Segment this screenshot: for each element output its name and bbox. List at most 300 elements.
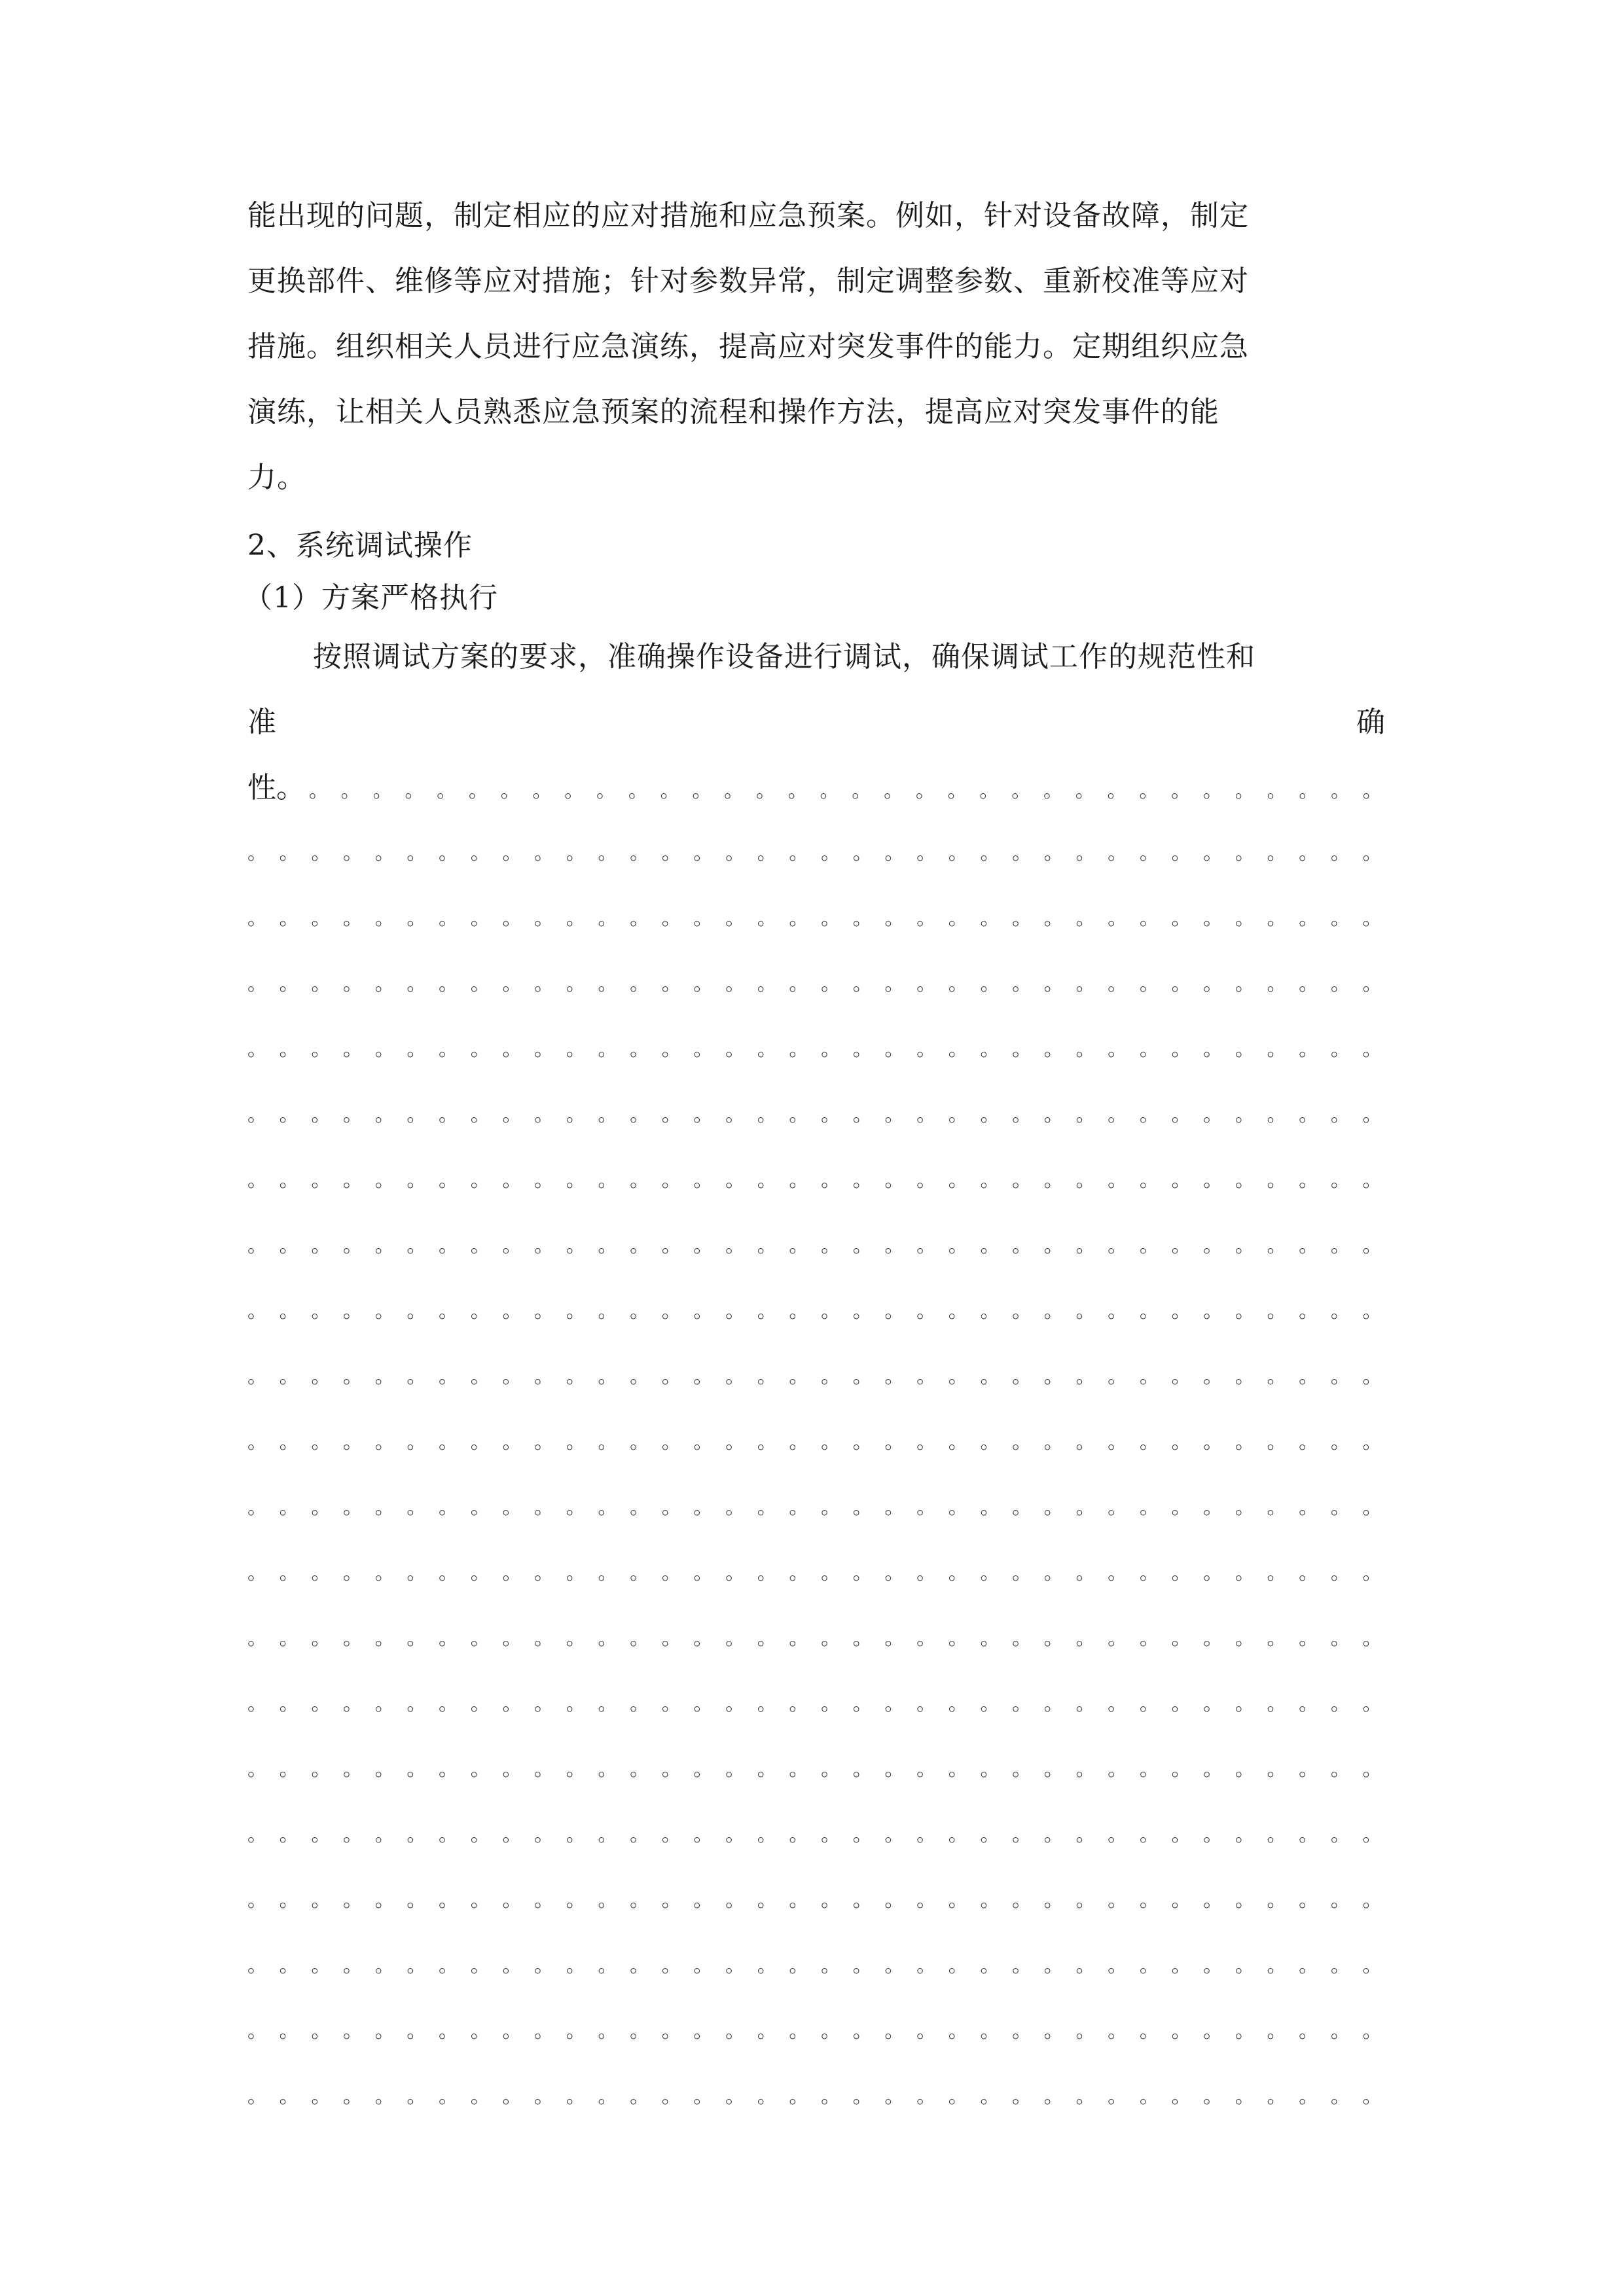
dot-mark: 。 <box>1108 2020 1128 2043</box>
dot-mark: 。 <box>374 1627 395 1650</box>
dot-mark: 。 <box>1075 907 1096 930</box>
dot-mark: 。 <box>1362 1103 1382 1126</box>
dot-mark: 。 <box>725 1954 746 1977</box>
dot-mark: 。 <box>725 973 746 996</box>
dot-mark: 。 <box>693 907 713 930</box>
dot-mark: 。 <box>980 2085 1000 2108</box>
dot-mark: 。 <box>247 973 267 996</box>
dot-mark: 。 <box>279 1431 299 1454</box>
dot-mark: 。 <box>725 1365 746 1388</box>
dot-mark: 。 <box>374 1693 395 1715</box>
dot-mark: 。 <box>279 1038 299 1061</box>
dot-mark: 。 <box>1235 973 1255 996</box>
dot-mark: 。 <box>916 1823 937 1846</box>
dot-mark: 。 <box>1075 1496 1096 1519</box>
dot-mark: 。 <box>406 1758 427 1781</box>
dot-mark: 。 <box>343 1496 363 1519</box>
dot-mark: 。 <box>1330 1562 1350 1585</box>
dot-mark: 。 <box>1108 1693 1128 1715</box>
dot-mark: 。 <box>693 1038 713 1061</box>
dot-line-lead <box>247 755 1388 821</box>
dot-mark: 。 <box>502 1103 522 1126</box>
dot-mark: 。 <box>1075 1954 1096 1977</box>
dot-mark: 。 <box>534 2085 554 2108</box>
dot-mark: 。 <box>1299 1823 1319 1846</box>
dot-mark: 。 <box>1171 1758 1191 1781</box>
dot-mark: 。 <box>502 1954 522 1977</box>
dot-mark: 。 <box>247 1038 267 1061</box>
dot-mark: 。 <box>1139 2085 1159 2108</box>
dot-mark: 。 <box>693 1234 713 1257</box>
dot-line <box>247 1999 1382 2064</box>
dot-mark: 。 <box>1171 1431 1191 1454</box>
dot-mark: 。 <box>534 1496 554 1519</box>
dot-mark: 。 <box>980 1562 1000 1585</box>
dot-mark: 。 <box>1299 1234 1319 1257</box>
dot-mark: 。 <box>757 1823 777 1846</box>
dot-mark: 。 <box>1171 1300 1191 1323</box>
dot-mark: 。 <box>1139 1758 1159 1781</box>
dot-mark: 。 <box>821 1365 841 1388</box>
dot-mark: 。 <box>884 1693 905 1715</box>
dot-mark: 。 <box>470 2020 490 2043</box>
dot-mark: 。 <box>343 1431 363 1454</box>
dot-mark: 。 <box>1267 1431 1287 1454</box>
dot-mark: 。 <box>1330 1496 1350 1519</box>
dot-mark: 。 <box>1330 1431 1350 1454</box>
dot-mark: 。 <box>1043 780 1063 802</box>
dot-mark: 。 <box>247 1627 267 1650</box>
paragraph-line: 力。 <box>247 461 306 494</box>
dot-mark: 。 <box>1299 1496 1319 1519</box>
dot-mark: 。 <box>884 1627 905 1650</box>
dot-mark: 。 <box>1299 1365 1319 1388</box>
dot-mark: 。 <box>1267 1300 1287 1323</box>
dot-mark: 。 <box>566 1889 586 1912</box>
dot-mark: 。 <box>1075 2085 1096 2108</box>
dot-mark: 。 <box>693 1889 713 1912</box>
dot-line <box>247 1017 1382 1083</box>
dot-mark: 。 <box>661 1562 681 1585</box>
dot-mark: 。 <box>1362 2020 1382 2043</box>
dot-mark: 。 <box>661 1300 681 1323</box>
dot-mark: 。 <box>693 842 713 865</box>
dot-mark: 。 <box>1139 1300 1159 1323</box>
dot-mark: 。 <box>1362 1234 1382 1257</box>
dot-mark: 。 <box>1012 2020 1032 2043</box>
dot-mark: 。 <box>693 973 713 996</box>
dot-mark: 。 <box>534 1169 554 1192</box>
dot-mark: 。 <box>948 1038 968 1061</box>
dot-mark: 。 <box>821 1496 841 1519</box>
dot-mark: 。 <box>884 2020 905 2043</box>
dot-mark: 。 <box>502 973 522 996</box>
dot-mark: 。 <box>789 1954 809 1977</box>
dot-mark: 。 <box>534 2020 554 2043</box>
dot-mark: 。 <box>534 1431 554 1454</box>
dot-mark: 。 <box>948 1562 968 1585</box>
dot-mark: 。 <box>852 1169 873 1192</box>
dot-mark: 。 <box>852 1562 873 1585</box>
dot-mark: 。 <box>502 1823 522 1846</box>
dot-mark: 。 <box>1043 1562 1064 1585</box>
dot-mark: 。 <box>1043 1889 1064 1912</box>
dot-mark: 。 <box>1299 2085 1319 2108</box>
dot-mark: 。 <box>470 1627 490 1650</box>
dot-mark: 。 <box>439 1038 459 1061</box>
dot-mark: 。 <box>916 2020 937 2043</box>
dot-mark: 。 <box>566 1169 586 1192</box>
dot-mark: 。 <box>757 2085 777 2108</box>
dot-mark: 。 <box>534 1038 554 1061</box>
dot-line <box>247 1475 1382 1541</box>
dot-row <box>309 759 1388 824</box>
dot-mark: 。 <box>374 1823 395 1846</box>
dot-mark: 。 <box>470 1693 490 1715</box>
dot-mark: 。 <box>343 973 363 996</box>
dot-mark: 。 <box>1075 1169 1096 1192</box>
dot-mark: 。 <box>980 2020 1000 2043</box>
dot-mark: 。 <box>820 780 840 802</box>
dot-mark: 。 <box>534 1823 554 1846</box>
dot-mark: 。 <box>821 1758 841 1781</box>
dot-mark: 。 <box>630 1300 650 1323</box>
dot-mark: 。 <box>884 1103 905 1126</box>
dot-mark: 。 <box>661 1038 681 1061</box>
dot-mark: 。 <box>470 1169 490 1192</box>
dot-mark: 。 <box>1043 1103 1064 1126</box>
dot-mark: 。 <box>693 1693 713 1715</box>
dot-mark: 。 <box>789 842 809 865</box>
dot-mark: 。 <box>1139 1103 1159 1126</box>
dot-mark: 。 <box>279 1693 299 1715</box>
dot-mark: 。 <box>725 1300 746 1323</box>
dot-mark: 。 <box>1203 973 1223 996</box>
dot-mark: 。 <box>1267 1169 1287 1192</box>
dot-mark: 。 <box>311 842 331 865</box>
dot-mark: 。 <box>1108 1823 1128 1846</box>
dot-mark: 。 <box>439 1889 459 1912</box>
dot-mark: 。 <box>789 1169 809 1192</box>
dot-mark: 。 <box>1362 973 1382 996</box>
dot-mark: 。 <box>311 1496 331 1519</box>
dot-mark: 。 <box>311 2085 331 2108</box>
dot-mark: 。 <box>1139 1234 1159 1257</box>
dot-mark: 。 <box>916 1627 937 1650</box>
dot-mark: 。 <box>1330 1169 1350 1192</box>
dot-mark: 。 <box>916 842 937 865</box>
dot-mark: 。 <box>439 1496 459 1519</box>
dot-mark: 。 <box>311 1562 331 1585</box>
dot-mark: 。 <box>311 973 331 996</box>
dot-mark: 。 <box>884 1234 905 1257</box>
dot-mark: 。 <box>1203 2085 1223 2108</box>
dot-mark: 。 <box>1235 1496 1255 1519</box>
dot-mark: 。 <box>725 1823 746 1846</box>
dot-mark: 。 <box>1235 2085 1255 2108</box>
dot-mark: 。 <box>757 1365 777 1388</box>
dot-mark: 。 <box>1235 780 1255 802</box>
dot-mark: 。 <box>1171 2020 1191 2043</box>
paragraph-line: 更换部件、维修等应对措施；针对参数异常，制定调整参数、重新校准等应对 <box>247 264 1249 298</box>
dot-mark: 。 <box>374 1889 395 1912</box>
dot-mark: 。 <box>852 1627 873 1650</box>
dot-mark: 。 <box>852 1889 873 1912</box>
dot-mark: 。 <box>852 1954 873 1977</box>
dot-mark: 。 <box>279 1758 299 1781</box>
dot-mark: 。 <box>1139 907 1159 930</box>
dot-mark: 。 <box>1108 973 1128 996</box>
dot-mark: 。 <box>1203 1365 1223 1388</box>
dot-mark: 。 <box>1171 1103 1191 1126</box>
dot-mark: 。 <box>374 907 395 930</box>
dot-mark: 。 <box>439 1169 459 1192</box>
dot-mark: 。 <box>279 1627 299 1650</box>
dot-mark: 。 <box>789 1889 809 1912</box>
dot-mark: 。 <box>693 1103 713 1126</box>
dot-mark: 。 <box>789 1758 809 1781</box>
dot-mark: 。 <box>502 2085 522 2108</box>
dot-mark: 。 <box>1362 1823 1382 1846</box>
dot-mark: 。 <box>374 1431 395 1454</box>
dot-mark: 。 <box>852 2020 873 2043</box>
dot-mark: 。 <box>1012 1758 1032 1781</box>
dot-mark: 。 <box>821 1823 841 1846</box>
dot-mark: 。 <box>1235 842 1255 865</box>
dot-mark: 。 <box>821 2085 841 2108</box>
dot-mark: 。 <box>661 1823 681 1846</box>
dot-mark: 。 <box>1012 1627 1032 1650</box>
dot-mark: 。 <box>502 842 522 865</box>
dot-mark: 。 <box>661 1954 681 1977</box>
dot-mark: 。 <box>470 1823 490 1846</box>
dot-lead-text: 性。 <box>247 771 305 804</box>
dot-mark: 。 <box>247 1496 267 1519</box>
dot-mark: 。 <box>439 1758 459 1781</box>
dot-mark: 。 <box>405 780 425 802</box>
dot-mark: 。 <box>821 1954 841 1977</box>
dot-mark: 。 <box>343 1693 363 1715</box>
dot-mark: 。 <box>852 1103 873 1126</box>
dot-mark: 。 <box>470 2085 490 2108</box>
dot-mark: 。 <box>1235 1627 1255 1650</box>
dot-mark: 。 <box>1299 907 1319 930</box>
dot-mark: 。 <box>564 780 585 802</box>
dot-mark: 。 <box>693 1758 713 1781</box>
dot-mark: 。 <box>725 1234 746 1257</box>
dot-mark: 。 <box>598 1169 618 1192</box>
dot-mark: 。 <box>1171 842 1191 865</box>
dot-mark: 。 <box>980 1365 1000 1388</box>
dot-mark: 。 <box>247 1562 267 1585</box>
dot-mark: 。 <box>566 973 586 996</box>
dot-mark: 。 <box>980 1627 1000 1650</box>
dot-mark: 。 <box>789 2085 809 2108</box>
dot-mark: 。 <box>980 1038 1000 1061</box>
dot-mark: 。 <box>534 907 554 930</box>
dot-mark: 。 <box>1330 1038 1350 1061</box>
dot-mark: 。 <box>821 842 841 865</box>
dot-mark: 。 <box>502 2020 522 2043</box>
dot-mark: 。 <box>372 780 393 802</box>
dot-mark: 。 <box>980 1169 1000 1192</box>
dot-mark: 。 <box>470 1496 490 1519</box>
dot-mark: 。 <box>1267 842 1287 865</box>
dot-mark: 。 <box>598 1365 618 1388</box>
dot-line <box>247 1541 1382 1606</box>
dot-mark: 。 <box>374 973 395 996</box>
dot-mark: 。 <box>343 842 363 865</box>
dot-line <box>247 1083 1382 1148</box>
dot-mark: 。 <box>1362 1562 1382 1585</box>
dot-mark: 。 <box>534 1234 554 1257</box>
dot-mark: 。 <box>406 1562 427 1585</box>
dot-mark: 。 <box>598 1693 618 1715</box>
dot-mark: 。 <box>979 780 1000 802</box>
dot-mark: 。 <box>948 907 968 930</box>
dot-mark: 。 <box>916 1038 937 1061</box>
dot-mark: 。 <box>1075 1627 1096 1650</box>
dot-mark: 。 <box>532 780 552 802</box>
dot-mark: 。 <box>916 1103 937 1126</box>
dot-mark: 。 <box>1012 1823 1032 1846</box>
dot-mark: 。 <box>661 1365 681 1388</box>
dot-mark: 。 <box>661 2020 681 2043</box>
dot-mark: 。 <box>247 1431 267 1454</box>
dot-mark: 。 <box>1299 842 1319 865</box>
dot-mark: 。 <box>724 780 744 802</box>
dot-mark: 。 <box>598 1496 618 1519</box>
dot-mark: 。 <box>502 1562 522 1585</box>
dot-mark: 。 <box>566 2085 586 2108</box>
dot-mark: 。 <box>406 1169 427 1192</box>
dot-mark: 。 <box>1108 1758 1128 1781</box>
dot-mark: 。 <box>725 1889 746 1912</box>
dot-mark: 。 <box>279 1365 299 1388</box>
dot-mark: 。 <box>980 1300 1000 1323</box>
body-line: 按照调试方案的要求，准确操作设备进行调试，确保调试工作的规范性和 <box>313 640 1255 673</box>
dot-mark: 。 <box>1203 1954 1223 1977</box>
dot-mark: 。 <box>1139 1365 1159 1388</box>
dot-mark: 。 <box>789 1038 809 1061</box>
dot-mark: 。 <box>311 1954 331 1977</box>
dot-mark: 。 <box>1299 1758 1319 1781</box>
dot-mark: 。 <box>470 1562 490 1585</box>
dot-mark: 。 <box>852 780 872 802</box>
dot-mark: 。 <box>757 1169 777 1192</box>
dot-mark: 。 <box>534 1562 554 1585</box>
dot-mark: 。 <box>980 1889 1000 1912</box>
dot-mark: 。 <box>948 973 968 996</box>
dot-mark: 。 <box>1139 1889 1159 1912</box>
dot-mark: 。 <box>311 1234 331 1257</box>
dot-mark: 。 <box>279 907 299 930</box>
dot-mark: 。 <box>566 1627 586 1650</box>
dot-mark: 。 <box>757 1038 777 1061</box>
dot-mark: 。 <box>1203 1103 1223 1126</box>
dot-mark: 。 <box>1108 1431 1128 1454</box>
dot-line <box>247 1672 1382 1737</box>
dot-mark: 。 <box>693 1431 713 1454</box>
dot-mark: 。 <box>566 1103 586 1126</box>
dot-mark: 。 <box>821 1431 841 1454</box>
dot-mark: 。 <box>470 973 490 996</box>
dot-mark: 。 <box>500 780 520 802</box>
dot-mark: 。 <box>598 1627 618 1650</box>
dot-mark: 。 <box>1012 1889 1032 1912</box>
subsection-heading: （1）方案严格执行 <box>244 581 498 615</box>
dot-mark: 。 <box>1299 973 1319 996</box>
dot-mark: 。 <box>534 1758 554 1781</box>
dot-mark: 。 <box>915 780 935 802</box>
dot-mark: 。 <box>1299 1562 1319 1585</box>
dot-mark: 。 <box>1330 1103 1350 1126</box>
dot-mark: 。 <box>1043 1954 1064 1977</box>
dot-mark: 。 <box>980 907 1000 930</box>
dot-mark: 。 <box>566 1431 586 1454</box>
dot-mark: 。 <box>1012 1038 1032 1061</box>
dot-mark: 。 <box>1235 1103 1255 1126</box>
dot-mark: 。 <box>534 1693 554 1715</box>
dot-mark: 。 <box>1012 1234 1032 1257</box>
dot-mark: 。 <box>757 2020 777 2043</box>
dot-mark: 。 <box>852 1365 873 1388</box>
dot-mark: 。 <box>247 907 267 930</box>
dot-mark: 。 <box>502 1758 522 1781</box>
dot-mark: 。 <box>1362 1889 1382 1912</box>
dot-line <box>247 821 1382 886</box>
dot-mark: 。 <box>1362 2085 1382 2108</box>
dot-mark: 。 <box>374 1038 395 1061</box>
dot-mark: 。 <box>311 1169 331 1192</box>
dot-mark: 。 <box>980 1693 1000 1715</box>
dot-mark: 。 <box>439 1431 459 1454</box>
dot-mark: 。 <box>1203 1431 1223 1454</box>
dot-mark: 。 <box>406 1496 427 1519</box>
dot-mark: 。 <box>1203 1823 1223 1846</box>
dot-mark: 。 <box>725 1038 746 1061</box>
dot-mark: 。 <box>1330 1627 1350 1650</box>
dot-mark: 。 <box>598 907 618 930</box>
dot-mark: 。 <box>757 1562 777 1585</box>
dot-mark: 。 <box>980 1431 1000 1454</box>
dot-mark: 。 <box>439 1627 459 1650</box>
dot-mark: 。 <box>821 1627 841 1650</box>
dot-mark: 。 <box>1330 1300 1350 1323</box>
dot-mark: 。 <box>980 842 1000 865</box>
dot-mark: 。 <box>789 1431 809 1454</box>
dot-mark: 。 <box>1012 1169 1032 1192</box>
dot-mark: 。 <box>630 1431 650 1454</box>
dot-mark: 。 <box>598 1758 618 1781</box>
dot-mark: 。 <box>1362 842 1382 865</box>
dot-line <box>247 2064 1382 2130</box>
dot-mark: 。 <box>374 1758 395 1781</box>
dot-mark: 。 <box>661 842 681 865</box>
dot-mark: 。 <box>598 2085 618 2108</box>
dot-mark: 。 <box>630 1562 650 1585</box>
dot-mark: 。 <box>566 1758 586 1781</box>
dot-mark: 。 <box>566 1823 586 1846</box>
dot-mark: 。 <box>948 1496 968 1519</box>
dot-mark: 。 <box>470 1954 490 1977</box>
dot-line <box>247 1410 1382 1475</box>
dot-mark: 。 <box>630 973 650 996</box>
dot-mark: 。 <box>406 1038 427 1061</box>
dot-mark: 。 <box>1362 1038 1382 1061</box>
dot-mark: 。 <box>406 842 427 865</box>
dot-mark: 。 <box>596 780 617 802</box>
